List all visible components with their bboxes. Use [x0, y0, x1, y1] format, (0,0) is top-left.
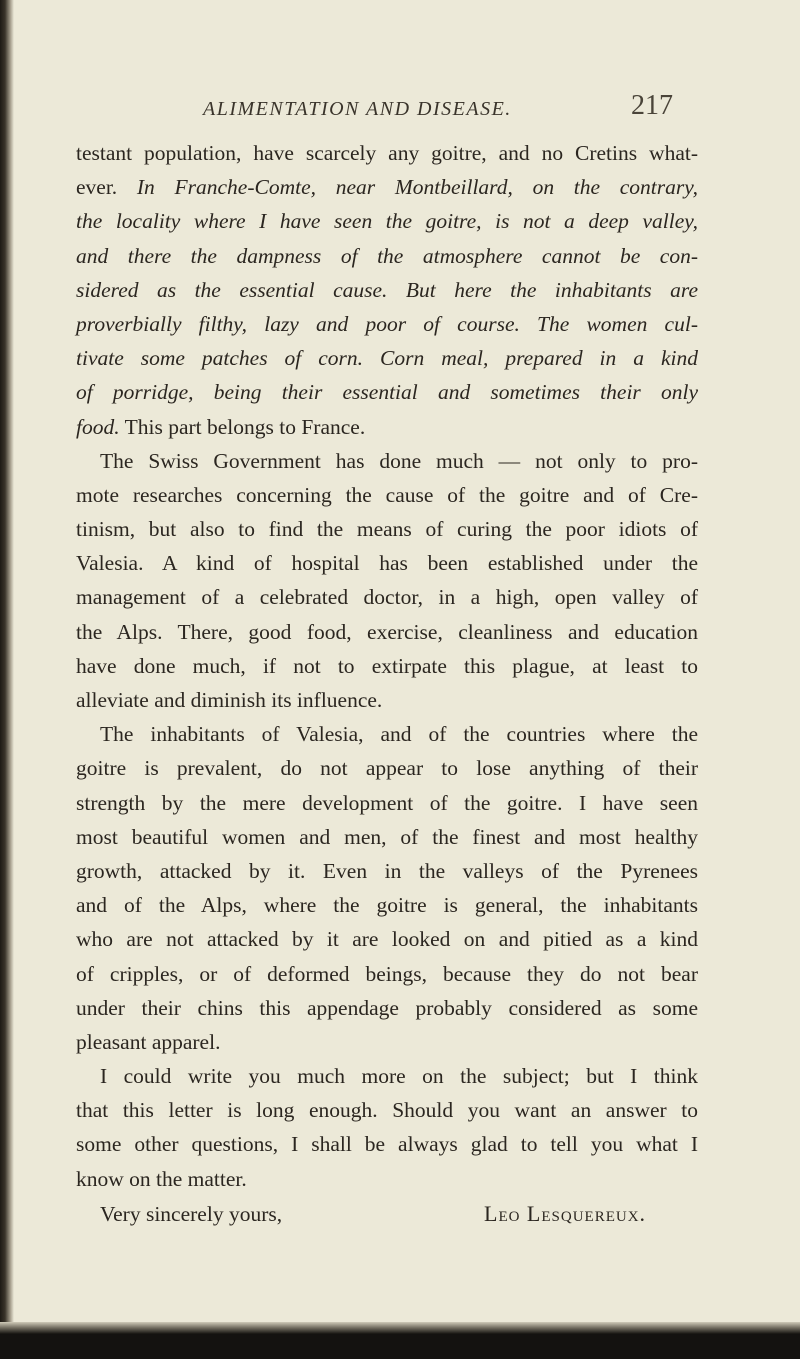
text-line: strength by the mere development of the goitre. I have seen [76, 790, 698, 815]
page-bottom-edge [0, 1322, 800, 1359]
paragraph [76, 1059, 698, 1196]
text-line: the Alps. There, good food, exercise, cleanliness and education [76, 619, 698, 644]
binding-shadow [0, 0, 14, 1359]
page-body [76, 136, 698, 1232]
text-line: of porridge, being their essential and sometimes their only [76, 380, 698, 405]
text-line: most beautiful women and men, of the finest and most healthy [76, 824, 698, 849]
paragraph [76, 136, 698, 444]
text-span: ever. [76, 175, 137, 200]
paragraph [76, 717, 698, 1059]
text-line: sidered as the essential cause. But here the inhabitants are [76, 277, 698, 302]
text-line: growth, attacked by it. Even in the valleys of the Pyrenees [76, 858, 698, 883]
paragraph [76, 444, 698, 718]
text-line: Valesia. A kind of hospital has been established under the [76, 551, 698, 576]
text-line: The Swiss Government has done much — not only to pro- [100, 448, 698, 473]
text-line: I could write you much more on the subject; but I think [100, 1064, 698, 1089]
signature-line [76, 1196, 698, 1232]
text-line: who are not attacked by it are looked on and pitied as a kind [76, 927, 698, 952]
text-line [76, 410, 698, 444]
text-line: of cripples, or of deformed beings, because they do not bear [76, 961, 698, 986]
text-line: mote researches concerning the cause of the goitre and of Cre- [76, 482, 698, 507]
text-line: proverbially filthy, lazy and poor of course. The women cul- [76, 311, 698, 336]
running-head: ALIMENTATION AND DISEASE. [203, 98, 512, 120]
italic-span: food. [76, 414, 120, 439]
text-line: the locality where I have seen the goitre, is not a deep valley, [76, 209, 698, 234]
page-header [203, 90, 673, 130]
text-line: and of the Alps, where the goitre is general, the inhabitants [76, 893, 698, 918]
closing-salutation: Very sincerely yours, [100, 1201, 283, 1226]
text-line: testant population, have scarcely any goitre, and no Cretins what- [76, 141, 698, 165]
page-number: 217 [631, 90, 673, 121]
text-line: tinism, but also to find the means of curing the poor idiots of [76, 517, 698, 542]
text-line: that this letter is long enough. Should you want an answer to [76, 1098, 698, 1123]
author-name: Leo Lesquereux. [484, 1200, 647, 1226]
text-line: pleasant apparel. [76, 1029, 221, 1054]
text-line: alleviate and diminish its influence. [76, 688, 383, 712]
italic-span: In Franche-Comte, near Montbeillard, on the contrary, [136, 175, 698, 200]
text-span: This part belongs to France. [119, 414, 366, 439]
text-line: tivate some patches of corn. Corn meal, prepared in a kind [76, 346, 698, 371]
text-line: under their chins this appendage probably considered as some [76, 995, 698, 1020]
text-line: know on the matter. [76, 1166, 247, 1191]
text-line: have done much, if not to extirpate this plague, at least to [76, 653, 698, 678]
text-line: management of a celebrated doctor, in a high, open valley of [76, 585, 698, 610]
text-line [76, 170, 698, 204]
text-line: goitre is prevalent, do not appear to lose anything of their [76, 756, 698, 781]
text-line: and there the dampness of the atmosphere cannot be con- [76, 243, 698, 268]
text-line: The inhabitants of Valesia, and of the countries where the [100, 722, 698, 747]
text-line: some other questions, I shall be always glad to tell you what I [76, 1132, 698, 1157]
